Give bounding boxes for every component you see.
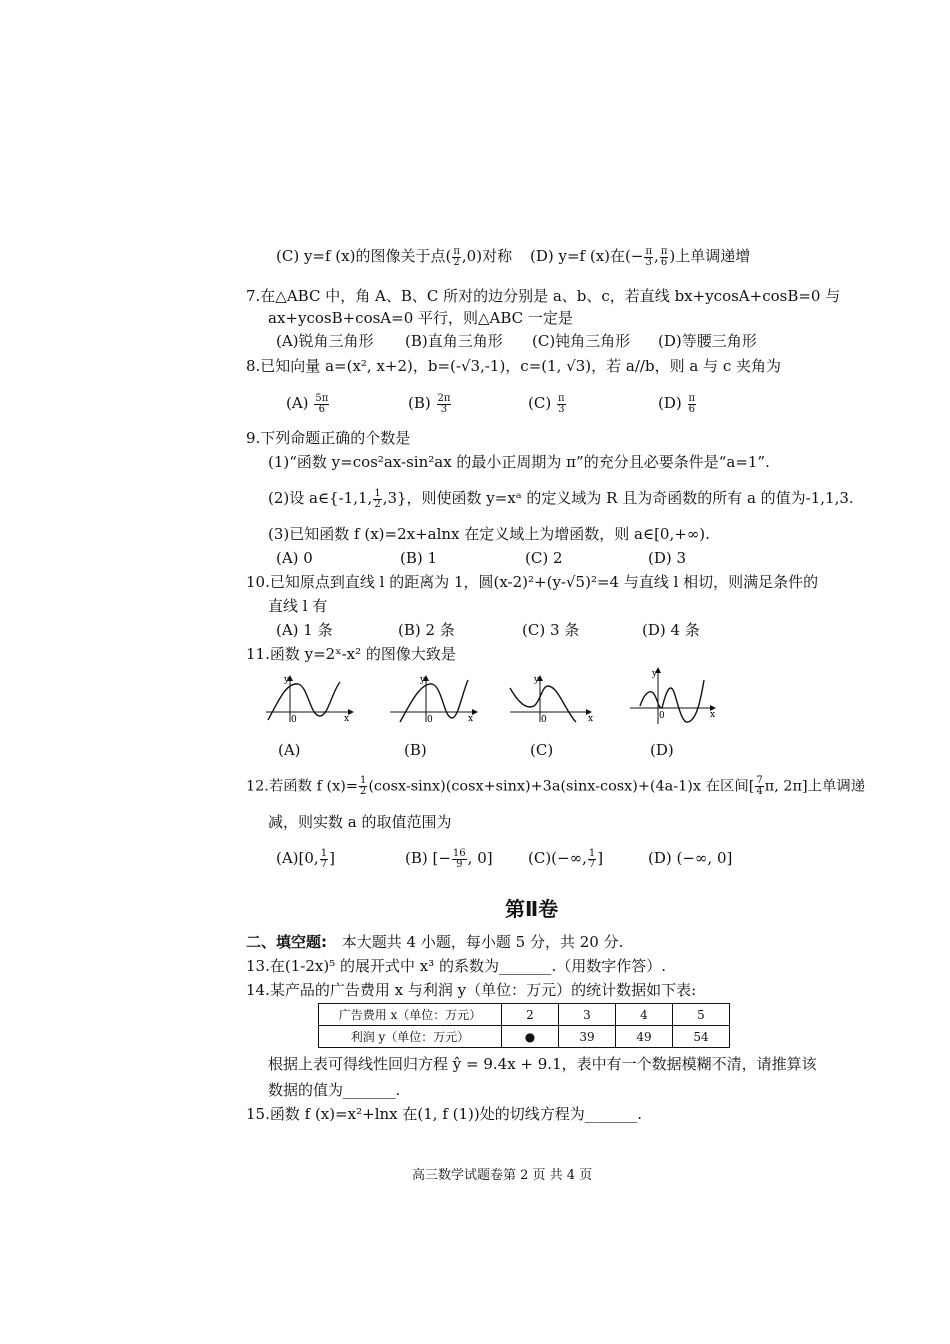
table-cell: 54 bbox=[673, 1026, 730, 1048]
q13-stem: 13.在(1-2x)⁵ 的展开式中 x³ 的系数为_______.（用数字作答）. bbox=[246, 957, 667, 975]
q11-graph-d-y-label: y bbox=[652, 669, 658, 679]
q10-option-a: (A) 1 条 bbox=[276, 621, 333, 639]
blurred-data-cell: ● bbox=[502, 1026, 559, 1048]
q11-option-c: (C) bbox=[530, 741, 554, 759]
q7-option-c: (C)钝角三角形 bbox=[532, 332, 631, 350]
table-cell: 2 bbox=[502, 1004, 559, 1026]
section2-header bbox=[246, 932, 623, 952]
table-row bbox=[319, 1026, 730, 1048]
q7-option-d: (D)等腰三角形 bbox=[658, 332, 757, 350]
q14-stem: 14.某产品的广告费用 x 与利润 y（单位：万元）的统计数据如下表: bbox=[246, 981, 697, 999]
table-cell: 广告费用 x（单位：万元） bbox=[319, 1004, 502, 1026]
q11-graph-b bbox=[386, 672, 480, 724]
table-cell: 5 bbox=[673, 1004, 730, 1026]
section2-desc: 本大题共 4 小题，每小题 5 分，共 20 分. bbox=[341, 933, 624, 951]
q9-item-1: (1)“函数 y=cos²ax-sin²ax 的最小正周期为 π”的充分且必要条件是“a=1”. bbox=[268, 453, 770, 471]
q6-option-d-text: (D) y=f (x)在(− bbox=[530, 247, 644, 265]
q6-option-c-fraction: $\frac{\pi}{2}$ bbox=[453, 245, 460, 268]
table-cell: 利润 y（单位：万元） bbox=[319, 1026, 502, 1048]
q10-stem-line1: 10.已知原点到直线 l 的距离为 1，圆(x-2)²+(y-√5)²=4 与直线 l 相切，则满足条件的 bbox=[246, 573, 819, 591]
q9-item-2: (2)设 a∈{-1,1, $\frac{1}{2}$ ,3}，则使函数 y=xᵃ 的定义域为 R 且为奇函数的所有 a 的值为-1,1,3. bbox=[268, 487, 854, 510]
q9-option-c: (C) 2 bbox=[525, 549, 563, 567]
q6-option-c-text: (C) y=f (x)的图像关于点( bbox=[276, 247, 452, 265]
q15-stem: 15.函数 f (x)=x²+lnx 在(1, f (1))处的切线方程为_______. bbox=[246, 1105, 643, 1123]
q9-item-3: (3)已知函数 f (x)=2x+alnx 在定义域上为增函数，则 a∈[0,+∞). bbox=[268, 525, 710, 543]
q6-option-d: (D) y=f (x)在(− $\frac{\pi}{3}$ , $\frac{\pi}{6}$ )上单调递增 bbox=[530, 245, 751, 268]
q6-option-c: (C) y=f (x)的图像关于点( $\frac{\pi}{2}$ ,0)对称 bbox=[276, 245, 513, 268]
q7-stem-line2: ax+ycosB+cosA=0 平行，则△ABC 一定是 bbox=[268, 309, 573, 327]
q12-stem-line1: 12.若函数 f (x)= $\frac{1}{2}$ (cosx-sinx)(cosx+sinx)+3a(sinx-cosx)+(4a-1)x 在区间[ $\frac{7}{4}$ π, 2π]上单调递 bbox=[246, 775, 866, 797]
q11-option-b: (B) bbox=[404, 741, 427, 759]
q9-stem: 9.下列命题正确的个数是 bbox=[246, 429, 411, 447]
q9-option-b: (B) 1 bbox=[400, 549, 438, 567]
q11-graph-b-origin: 0 bbox=[427, 715, 433, 724]
q11-graph-a-origin: 0 bbox=[291, 715, 297, 724]
table-cell: 4 bbox=[616, 1004, 673, 1026]
q11-graph-a-y-label: y bbox=[284, 675, 290, 685]
q11-option-a: (A) bbox=[278, 741, 301, 759]
q11-graph-c-x-label: x bbox=[588, 714, 594, 724]
q11-graph-d bbox=[626, 664, 720, 726]
q12-option-c: (C)(−∞, $\frac{1}{7}$ ] bbox=[528, 847, 604, 870]
table-row bbox=[319, 1004, 730, 1026]
q11-graph-c bbox=[506, 672, 600, 724]
q8-stem: 8.已知向量 a=(x², x+2)，b=(-√3,-1)，c=(1, √3)，若 a//b，则 a 与 c 夹角为 bbox=[246, 357, 781, 375]
q11-graph-a bbox=[262, 672, 356, 724]
q7-option-a: (A)锐角三角形 bbox=[276, 332, 374, 350]
q14-after-line2: 数据的值为_______. bbox=[268, 1081, 401, 1099]
q11-stem: 11.函数 y=2ˣ-x² 的图像大致是 bbox=[246, 645, 456, 663]
q14-after-line1: 根据上表可得线性回归方程 ŷ = 9.4x + 9.1，表中有一个数据模糊不清，请推算该 bbox=[268, 1055, 817, 1073]
section-title: 第Ⅱ卷 bbox=[505, 897, 559, 921]
page-footer: 高三数学试题卷第 2 页 共 4 页 bbox=[412, 1168, 593, 1183]
q8-option-b: (B) $\frac{2\pi}{3}$ bbox=[408, 392, 451, 415]
q11-graph-c-origin: 0 bbox=[541, 715, 547, 724]
section2-heading: 二、填空题: bbox=[246, 933, 327, 951]
table-cell: 39 bbox=[559, 1026, 616, 1048]
table-cell: 3 bbox=[559, 1004, 616, 1026]
q10-option-b: (B) 2 条 bbox=[398, 621, 455, 639]
q9-option-d: (D) 3 bbox=[648, 549, 687, 567]
q10-stem-line2: 直线 l 有 bbox=[268, 597, 328, 615]
q11-graph-c-y-label: y bbox=[534, 675, 540, 685]
q11-graph-b-y-label: y bbox=[420, 675, 426, 685]
q11-graph-d-x-label: x bbox=[710, 710, 716, 720]
q14-data-table bbox=[318, 1003, 730, 1048]
q7-option-b: (B)直角三角形 bbox=[405, 332, 503, 350]
q8-option-d: (D) $\frac{\pi}{6}$ bbox=[658, 392, 696, 415]
q11-graph-b-x-label: x bbox=[468, 714, 474, 724]
q9-option-a: (A) 0 bbox=[276, 549, 313, 567]
q12-option-b: (B) [− $\frac{16}{9}$ , 0] bbox=[405, 847, 493, 870]
q7-stem-line1: 7.在△ABC 中，角 A、B、C 所对的边分别是 a、b、c，若直线 bx+ycosA+cosB=0 与 bbox=[246, 287, 841, 305]
q6-option-d-fraction-2: $\frac{\pi}{6}$ bbox=[660, 245, 668, 268]
q11-option-d: (D) bbox=[650, 741, 674, 759]
q12-stem-line2: 减，则实数 a 的取值范围为 bbox=[268, 813, 452, 831]
q8-option-a: (A) $\frac{5\pi}{6}$ bbox=[286, 392, 329, 415]
q12-option-a: (A)[0, $\frac{1}{7}$ ] bbox=[276, 847, 335, 870]
table-cell: 49 bbox=[616, 1026, 673, 1048]
q12-option-d: (D) (−∞, 0] bbox=[648, 849, 733, 867]
q11-graph-a-x-label: x bbox=[344, 714, 350, 724]
q11-graph-d-origin: 0 bbox=[659, 711, 665, 721]
q6-option-d-fraction-1: $\frac{\pi}{3}$ bbox=[645, 245, 653, 268]
q10-option-d: (D) 4 条 bbox=[642, 621, 700, 639]
q8-option-c: (C) $\frac{\pi}{3}$ bbox=[528, 392, 565, 415]
q10-option-c: (C) 3 条 bbox=[522, 621, 580, 639]
